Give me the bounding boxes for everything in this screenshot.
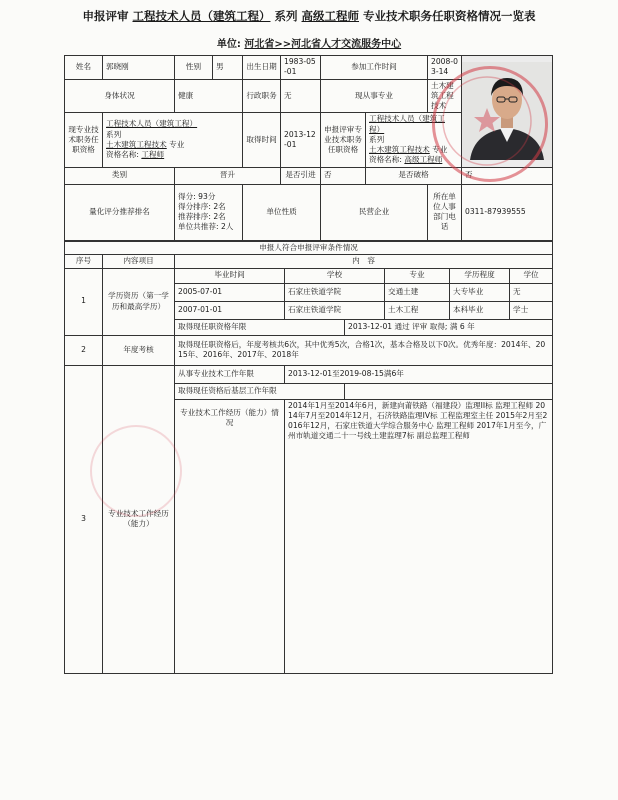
- intro-value: 否: [321, 167, 366, 184]
- edu-h-major: 专业: [385, 268, 450, 283]
- edu-years-label: 取得现任职资格年限: [175, 319, 345, 335]
- col-item-header: 内容项目: [103, 255, 175, 268]
- edu-level: 大专毕业: [450, 283, 510, 301]
- gender-value: 男: [213, 56, 243, 80]
- grassroots-label: 取得现任资格后基层工作年限: [175, 383, 345, 399]
- name-value: 郭晓刚: [103, 56, 175, 80]
- edu-item: 学历资历（第一学历和最高学历）: [103, 268, 175, 335]
- title-series-word: 系列: [274, 9, 298, 23]
- admin-label: 行政职务: [243, 79, 281, 113]
- work-start-label: 参加工作时间: [321, 56, 428, 80]
- current-series: 工程技术人员（建筑工程）: [106, 119, 198, 129]
- edu-major: 交通土建: [385, 283, 450, 301]
- category-value: 晋升: [175, 167, 281, 184]
- current-qual-label: 资格名称:: [106, 150, 139, 160]
- apply-title-label: 申报评审专业技术职务任职资格: [321, 113, 366, 167]
- conditions-table: [64, 241, 553, 674]
- score-rank: 得分排序: 2名: [178, 201, 226, 211]
- basic-info-table: [64, 55, 553, 241]
- unit-label: 单位:: [216, 39, 241, 50]
- edu-time: 2005-07-01: [175, 283, 285, 301]
- current-major: 土木建筑工程技术: [106, 139, 167, 149]
- exception-label: 是否破格: [366, 167, 462, 184]
- edu-school: 石家庄铁道学院: [285, 301, 385, 319]
- obtain-label: 取得时间: [243, 113, 281, 167]
- conditions-heading: 申报人符合申报评审条件情况: [65, 242, 553, 255]
- score-value: 得分: 93分: [178, 191, 216, 201]
- recommend-rank: 推荐排序: 2名: [178, 212, 226, 221]
- edu-h-level: 学历程度: [450, 268, 510, 283]
- apply-series-word: 系列: [369, 134, 385, 144]
- score-block: [175, 184, 243, 240]
- applicant-photo: [462, 56, 553, 168]
- apply-qual-label: 资格名称:: [369, 155, 402, 165]
- unit-total: 单位共推荐: 2人: [178, 222, 234, 232]
- apply-qual: 高级工程师: [404, 155, 443, 165]
- work-no: 3: [65, 365, 103, 673]
- unit-value: 河北省>>河北省人才交流服务中心: [244, 39, 402, 50]
- score-label: 量化评分推荐排名: [65, 184, 175, 240]
- experience-text: 2014年1月至2014年6月，新建向莆铁路（福建段）监理II标 监理工程师 2014年7月至2014年12月，石济铁路监理IV标 工程监理室主任 2015年2月至2016年12月，石家庄铁道大学综合服务中心 监理工程师 2017年1月至今，广州市轨道交通二十一号线土建监理7标 副总监理工程师: [285, 399, 553, 673]
- col-no-header: 序号: [65, 255, 103, 268]
- phone-label: 所在单位人事部门电话: [428, 184, 462, 240]
- unit-nature-label: 单位性质: [243, 184, 321, 240]
- name-label: 姓名: [65, 56, 103, 80]
- current-qual: 工程师: [141, 150, 165, 160]
- experience-label: 专业技术工作经历（能力）情况: [175, 399, 285, 673]
- edu-years-value: 2013-12-01 通过 评审 取得; 满 6 年: [345, 319, 553, 335]
- apply-major-word: 专业: [432, 145, 448, 154]
- current-major-value: 土木建筑工程技术: [428, 79, 462, 113]
- edu-level: 本科毕业: [450, 301, 510, 319]
- edu-h-degree: 学位: [510, 268, 553, 283]
- admin-value: 无: [281, 79, 321, 113]
- exception-value: 否: [462, 167, 553, 184]
- edu-school: 石家庄铁道学院: [285, 283, 385, 301]
- edu-time: 2007-01-01: [175, 301, 285, 319]
- document-title: [0, 8, 618, 24]
- apply-series: 工程技术人员（建筑工程）: [369, 114, 445, 134]
- portrait-icon: [462, 62, 552, 160]
- edu-degree: 学士: [510, 301, 553, 319]
- edu-no: 1: [65, 268, 103, 335]
- assess-item: 年度考核: [103, 335, 175, 365]
- title-prefix: 申报评审: [82, 9, 129, 23]
- col-content-header: 内 容: [175, 255, 553, 268]
- work-years-value: 2013-12-01至2019-08-15满6年: [285, 365, 553, 383]
- title-series: 工程技术人员（建筑工程）: [132, 9, 271, 23]
- health-label: 身体状况: [65, 79, 175, 113]
- apply-major: 土木建筑工程技术: [369, 145, 430, 154]
- work-item: 专业技术工作经历（能力）: [103, 365, 175, 673]
- unit-line: [0, 35, 618, 50]
- obtain-value: 2013-12-01: [281, 113, 321, 167]
- edu-degree: 无: [510, 283, 553, 301]
- work-start-value: 2008-03-14: [428, 56, 462, 80]
- edu-h-school: 学校: [285, 268, 385, 283]
- current-title-value: [103, 113, 243, 167]
- apply-title-value: [366, 113, 462, 167]
- assess-text: 取得现任职资格后，年度考核共6次，其中优秀5次，合格1次，基本合格及以下0次。优秀年度：2014年、2015年、2016年、2017年、2018年: [175, 335, 553, 365]
- health-value: 健康: [175, 79, 243, 113]
- edu-major: 土木工程: [385, 301, 450, 319]
- birth-label: 出生日期: [243, 56, 281, 80]
- intro-label: 是否引进: [281, 167, 321, 184]
- unit-nature-value: 民营企业: [321, 184, 428, 240]
- current-title-label: 现专业技术职务任职资格: [65, 113, 103, 167]
- title-level: 高级工程师: [301, 9, 360, 23]
- work-years-label: 从事专业技术工作年限: [175, 365, 285, 383]
- current-series-word: 系列: [106, 129, 122, 139]
- phone-value: 0311-87939555: [462, 184, 553, 240]
- current-major-word: 专业: [169, 139, 185, 149]
- birth-value: 1983-05-01: [281, 56, 321, 80]
- category-label: 类别: [65, 167, 175, 184]
- gender-label: 性别: [175, 56, 213, 80]
- assess-no: 2: [65, 335, 103, 365]
- edu-h-time: 毕业时间: [175, 268, 285, 283]
- grassroots-value: [345, 383, 553, 399]
- current-major-label: 现从事专业: [321, 79, 428, 113]
- title-suffix: 专业技术职务任职资格情况一览表: [363, 9, 536, 23]
